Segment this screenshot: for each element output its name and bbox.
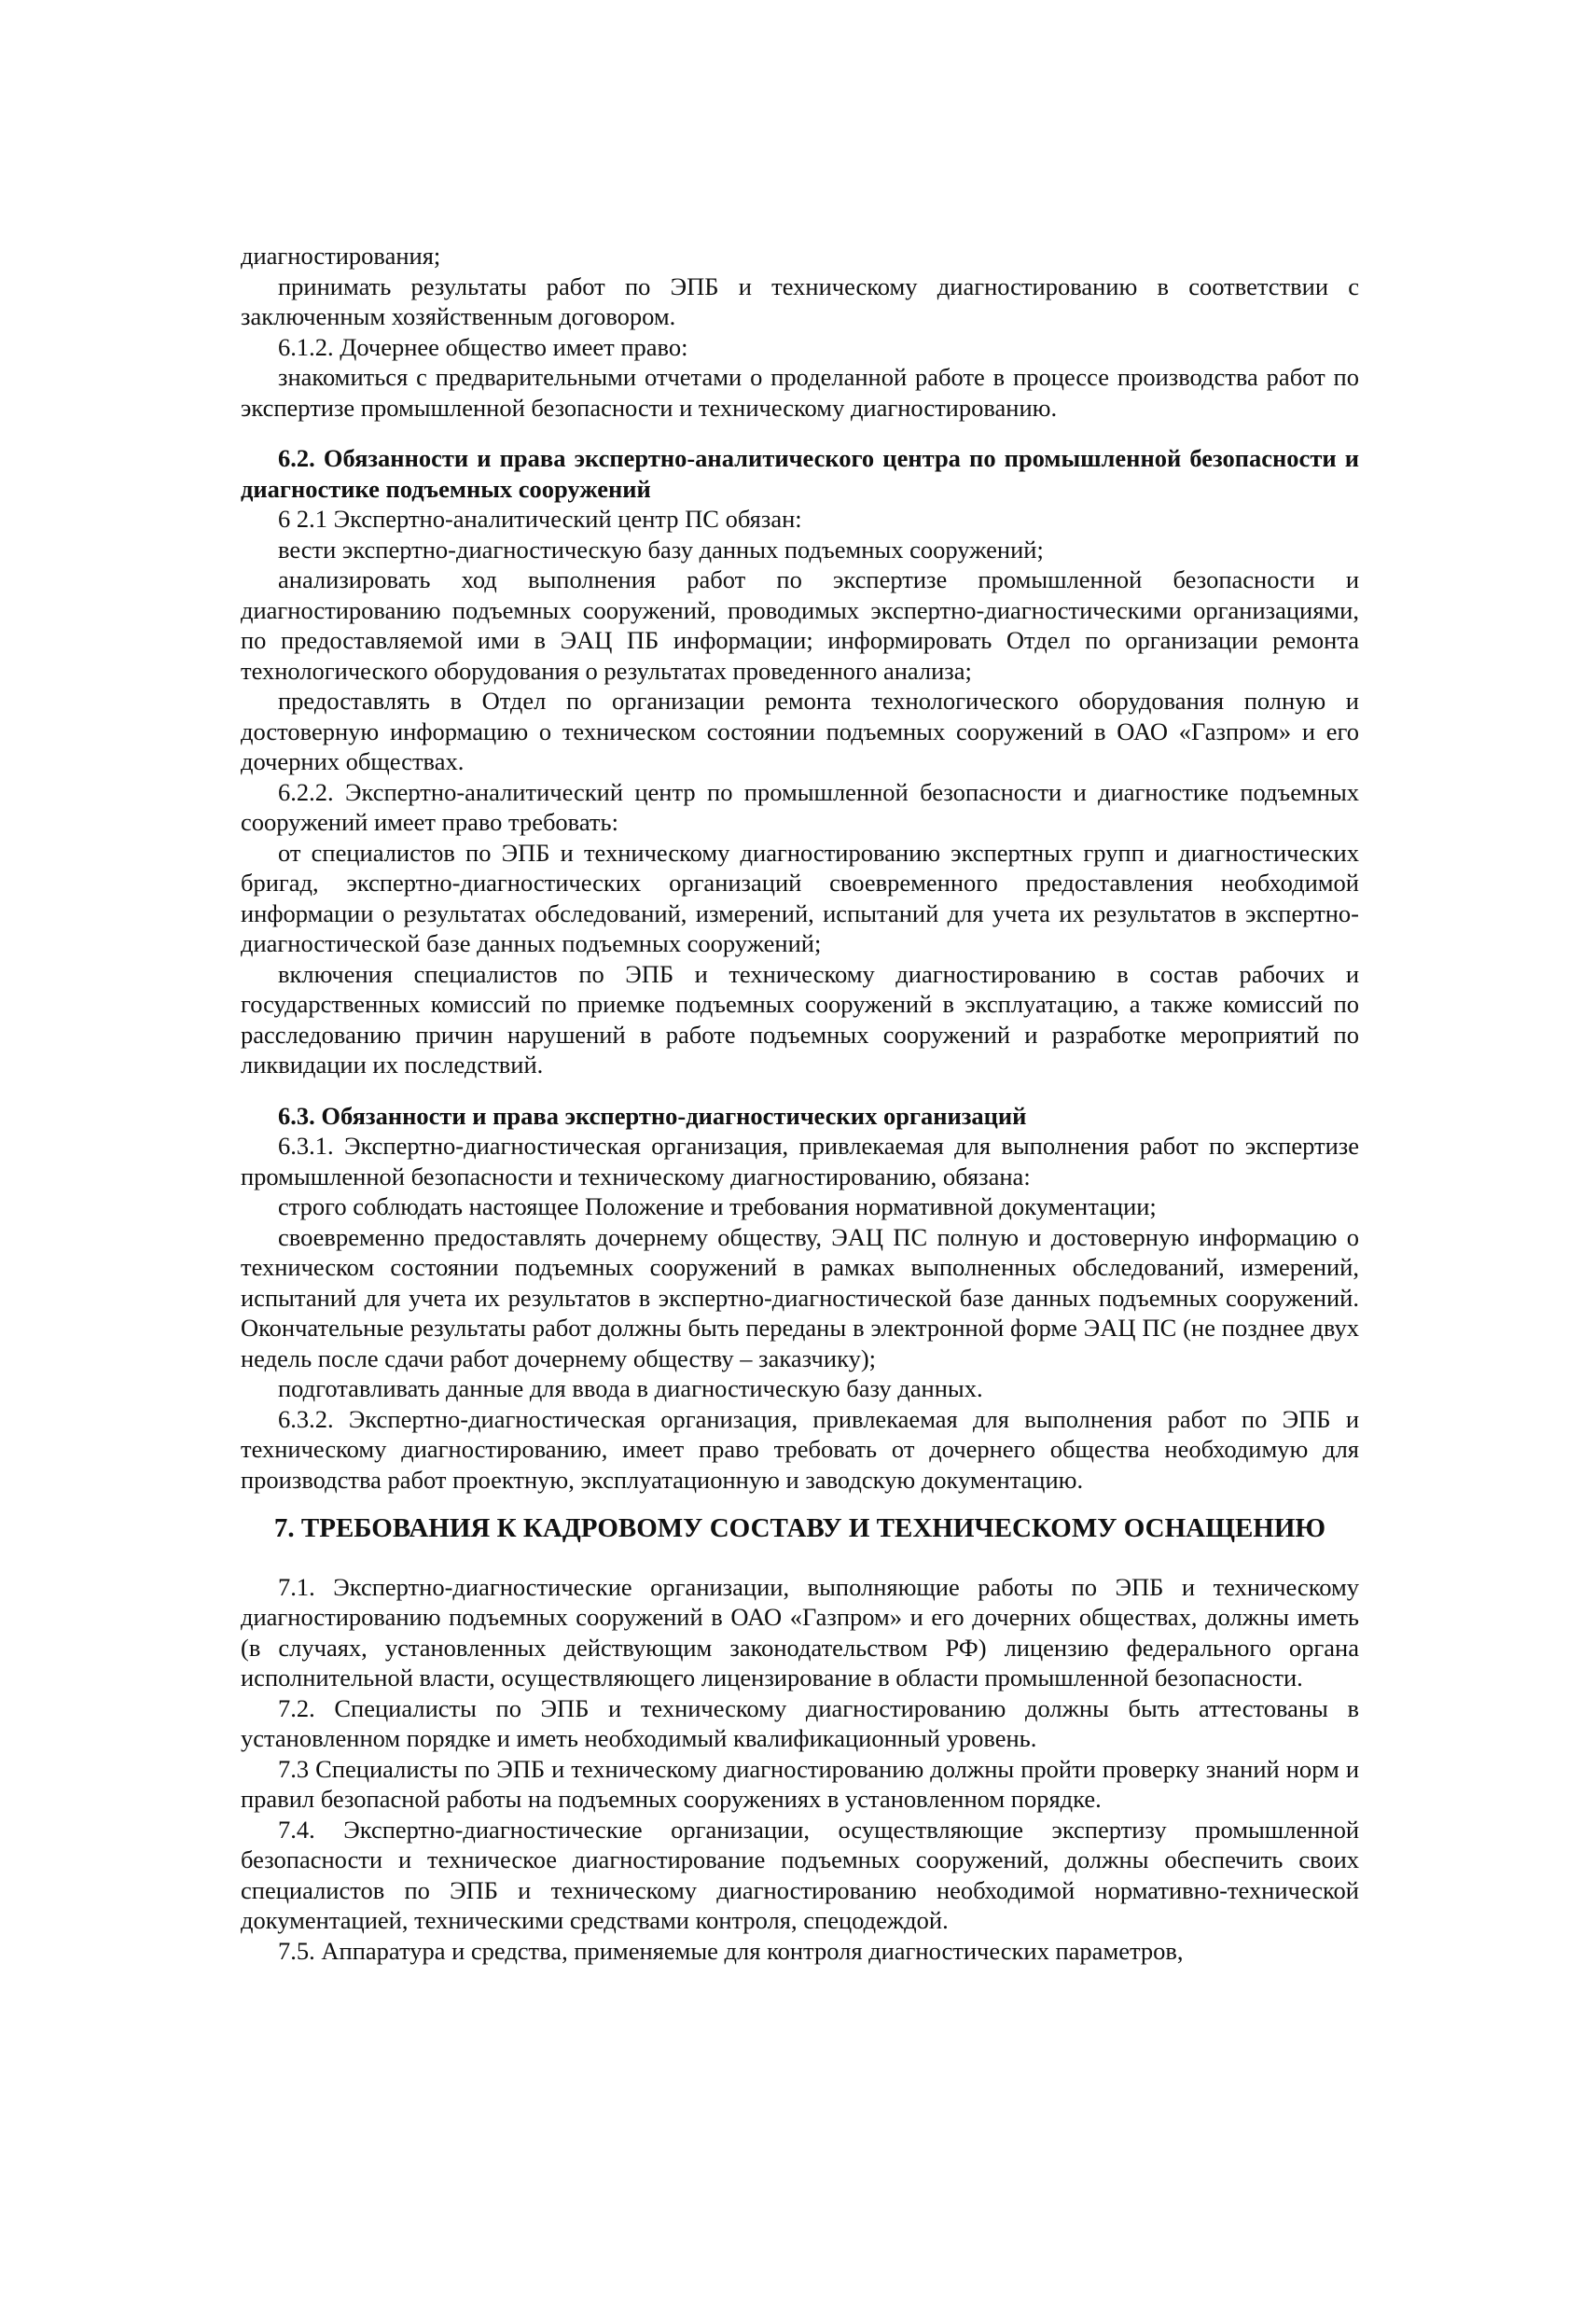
clause-6-3-1: 6.3.1. Экспертно-диагностическая организация, привлекаемая для выполнения работ по экспертизе промышленной безопасности и техническому диагностированию, обязана: [241, 1132, 1359, 1190]
clause-6-3-2: 6.3.2. Экспертно-диагностическая организация, привлекаемая для выполнения работ по ЭПБ и техническому диагностированию, имеет право требовать от дочернего общества необходимую для производства работ проектную, эксплуатационную и заводскую документацию. [241, 1404, 1359, 1494]
paragraph-provide-info: предоставлять в Отдел по организации ремонта технологического оборудования полную и достоверную информацию о техническом состоянии подъемных сооружений в ОАО «Газпром» и его дочерних обществах. [241, 687, 1359, 775]
section-heading-6-2: 6.2. Обязанности и права экспертно-аналитического центра по промышленной безопасности и диагностике подъемных сооружений [241, 444, 1359, 503]
paragraph-from-specialists: от специалистов по ЭПБ и техническому диагностированию экспертных групп и диагностических бригад, экспертно-диагностических организаций своевременного предоставления необходимой информации о результатах обследований, измерений, испытаний для учета их результатов в экспертно-диагностической базе данных подъемных сооружений; [241, 838, 1359, 957]
chapter-heading-7: 7. ТРЕБОВАНИЯ К КАДРОВОМУ СОСТАВУ И ТЕХНИЧЕСКОМУ ОСНАЩЕНИЮ [273, 1513, 1326, 1543]
paragraph-comply: строго соблюдать настоящее Положение и требования нормативной документации; [278, 1192, 1157, 1220]
clause-6-2-2: 6.2.2. Экспертно-аналитический центр по промышленной безопасности и диагностике подъемных сооружений имеет право требовать: [241, 777, 1359, 836]
clause-7-3: 7.3 Специалисты по ЭПБ и техническому диагностированию должны пройти проверку знаний норм и правил безопасной работы на подъемных сооружениях в установленном порядке. [241, 1754, 1359, 1813]
paragraph-prepare-data: подготавливать данные для ввода в диагностическую базу данных. [278, 1374, 983, 1402]
section-heading-6-3: 6.3. Обязанности и права экспертно-диагностических организаций [278, 1101, 1027, 1130]
clause-7-5: 7.5. Аппаратура и средства, применяемые для контроля диагностических параметров, [278, 1936, 1184, 1965]
paragraph-include-specialists: включения специалистов по ЭПБ и техническому диагностированию в состав рабочих и государственных комиссий по приемке подъемных сооружений в эксплуатацию, а также комиссий по расследованию причин нарушений в работе подъемных сооружений и разработке мероприятий по ликвидации их последствий. [241, 959, 1359, 1079]
paragraph-continuation: диагностирования; [241, 242, 441, 270]
clause-7-1: 7.1. Экспертно-диагностические организации, выполняющие работы по ЭПБ и техническому диагностированию подъемных сооружений в ОАО «Газпром» и его дочерних обществах, должны иметь (в случаях, установленных действующим законодательством РФ) лицензию федерального органа исполнительной власти, осуществляющего лицензирование в области промышленной безопасности. [241, 1572, 1359, 1691]
paragraph-accept-results: принимать результаты работ по ЭПБ и техническому диагностированию в соответствии с заключенным хозяйственным договором. [241, 271, 1359, 330]
clause-7-4: 7.4. Экспертно-диагностические организации, осуществляющие экспертизу промышленной безопасности и техническое диагностирование подъемных сооружений, должны обеспечить своих специалистов по ЭПБ и техническому диагностированию необходимой нормативно-технической документацией, техническими средствами контроля, спецодеждой. [241, 1815, 1359, 1934]
clause-7-2: 7.2. Специалисты по ЭПБ и техническому диагностированию должны быть аттестованы в установленном порядке и иметь необходимый квалификационный уровень. [241, 1693, 1359, 1752]
clause-6-2-1: 6 2.1 Экспертно-аналитический центр ПС обязан: [278, 505, 802, 533]
paragraph-timely-provide: своевременно предоставлять дочернему обществу, ЭАЦ ПС полную и достоверную информацию о техническом состоянии подъемных сооружений в рамках выполненных обследований, измерений, испытаний для учета их результатов в экспертно-диагностической базе данных подъемных сооружений. Окончательные результаты работ должны быть переданы в электронной форме ЭАЦ ПС (не позднее двух недель после сдачи работ дочернему обществу – заказчику); [241, 1222, 1359, 1372]
paragraph-familiarize: знакомиться с предварительными отчетами о проделанной работе в процессе производства работ по экспертизе промышленной безопасности и техническому диагностированию. [241, 363, 1359, 422]
clause-6-1-2: 6.1.2. Дочернее общество имеет право: [278, 332, 688, 361]
paragraph-keep-database: вести экспертно-диагностическую базу данных подъемных сооружений; [278, 535, 1044, 564]
paragraph-analyze: анализировать ход выполнения работ по экспертизе промышленной безопасности и диагностированию подъемных сооружений, проводимых экспертно-диагностическими организациями, по предоставляемой ими в ЭАЦ ПБ информации; информировать Отдел по организации ремонта технологического оборудования о результатах проведенного анализа; [241, 565, 1359, 685]
